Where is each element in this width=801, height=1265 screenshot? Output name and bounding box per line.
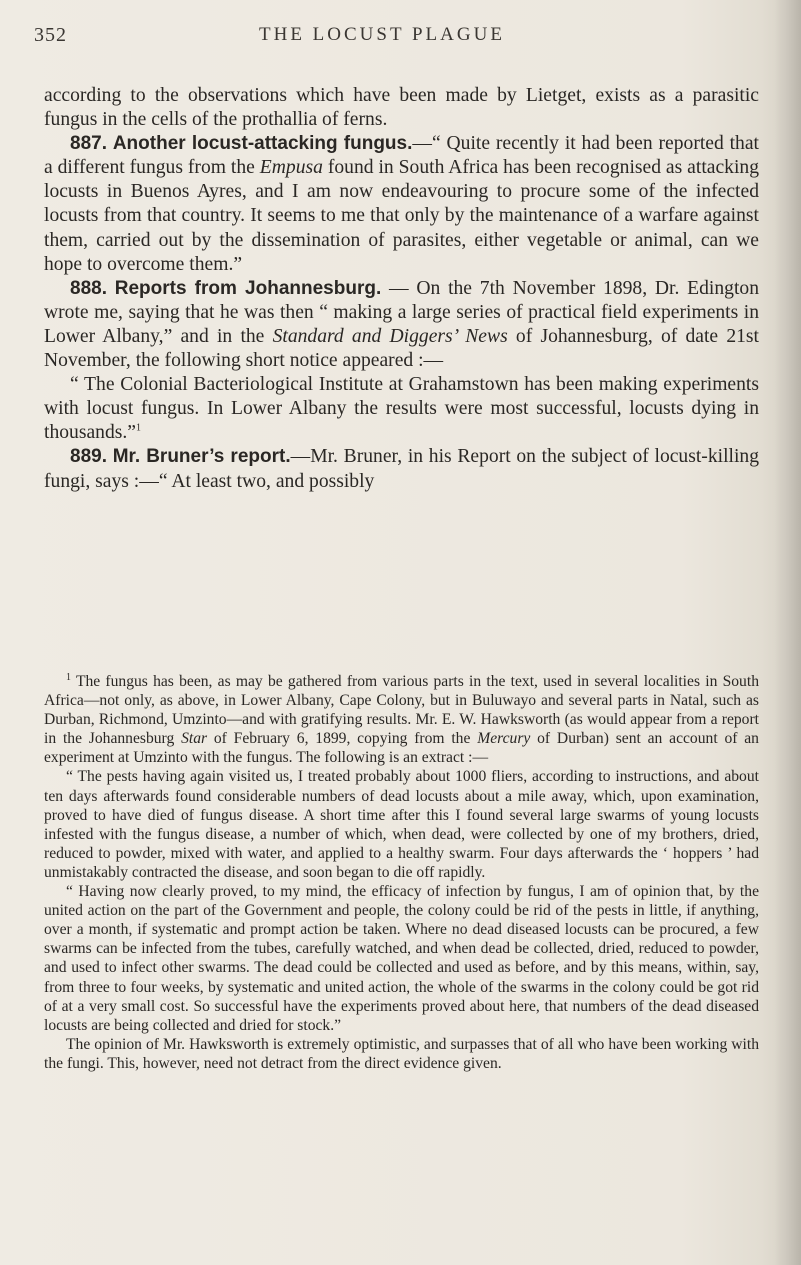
footnotes [44,672,759,1073]
footnote-number: 1 [66,671,71,683]
section-text: —“ Quite recently it had been reported that a different fungus from the [44,133,759,179]
section-text: of Johannesburg, of date 21st November, the following short notice appeared :— [44,325,759,372]
footnote-text: The fungus has been, as may be gathered from various parts in the text, used in several localities in South Africa—not only, as above, in Lower Albany, Cape Colony, but in Buluwayo and several parts in Natal, such as Durban, Richmond, Umzinto—and with gratifying results. Mr. E. W. Hawksworth (as would appear from a report in the Johannesburg [44,673,759,748]
section-text: found in South Africa has been recognised as attacking locusts in Buenos Ayres, and I am now endeavouring to procure some of the infected locusts from that country. It seems to me that only by the maintenance of a warfare against them, carried out by the dissemination of parasites, either vegetable or animal, can we hope to overcome them.” [44,157,759,275]
section-887 [44,132,759,277]
section-number: 887. [70,133,107,155]
section-title: Another locust-attacking fungus. [112,133,413,155]
footnote-text: of February 6, 1899, copying from the [207,730,478,748]
footnote-marker: 1 [135,422,141,434]
italic-title: Mercury [477,730,531,748]
section-title: Reports from Johannesburg. [114,277,382,299]
page-header [34,22,764,58]
page-edge-shadow [775,0,801,1265]
italic-title: Star [181,730,208,748]
section-888 [44,277,759,373]
section-title: Mr. Bruner’s report. [112,446,291,468]
footnote-quote-paragraph: “ Having now clearly proved, to my mind, the efficacy of infection by fungus, I am of opinion that, by the united action on the part of the Government and people, the colony could be rid of the pests in little, if anything, over a month, if systematic and prompt action be taken. Where no dead diseased locusts can be procured, a few swarms can be infected from the tubes, carefully watched, and when dead be collected, dried, reduced to powder, and used to infect other swarms. The dead could be collected and used as before, and by this means, within, say, from three to four weeks, by systematic and united action, the whole of the swarms in the colony could be got rid of at a very small cost. So successful have the experiments proved about here, that numbers of the dead diseased locusts are being collected and dried for stock.” [44,883,759,1034]
section-number: 888. [70,277,107,299]
quoted-notice [44,373,759,445]
footnote-quote-paragraph: “ The pests having again visited us, I treated probably about 1000 fliers, according to instructions, and about ten days afterwards found considerable numbers of dead locusts about a mile away, which, upon examination, proved to have died of fungus disease. A short time after this I found several large swarms of young locusts infested with the fungus disease, a number of which, when dead, were collected by one of my brothers, dried, reduced to powder, mixed with water, and applied to a healthy swarm. Four days afterwards the ‘ hoppers ’ had unmistakably contracted the disease, and soon began to die off rapidly. [44,768,759,881]
section-text: — On the 7th November 1898, Dr. Edington wrote me, saying that he was then “ making a large series of practical field experiments in Lower Albany,” and in the [44,277,759,347]
italic-title: Standard and Diggers’ News [272,325,508,347]
italic-term: Empusa [259,157,323,179]
footnote-text: of Durban) sent an account of an experiment at Umzinto with the fungus. The following is an extract :— [44,730,759,767]
quote-text: “ The Colonial Bacteriological Institute at Grahamstown has been making experiments with locust fungus. In Lower Albany the results were most successful, locusts dying in thousands.” [44,374,759,444]
page-number: 352 [34,24,67,46]
footnote-paragraph [44,672,759,767]
section-text: —Mr. Bruner, in his Report on the subject of locust-killing fungi, says :—“ At least two, and possibly [44,446,759,492]
paragraph-continuation: according to the observations which have been made by Lietget, exists as a parasitic fungus in the cells of the prothallia of ferns. [44,85,759,131]
running-head: THE LOCUST PLAGUE [259,24,505,45]
section-889 [44,445,759,493]
main-text [44,84,759,494]
footnote-paragraph: The opinion of Mr. Hawksworth is extremely optimistic, and surpasses that of all who have been working with the fungi. This, however, need not detract from the direct evidence given. [44,1035,759,1072]
section-number: 889. [70,446,107,468]
